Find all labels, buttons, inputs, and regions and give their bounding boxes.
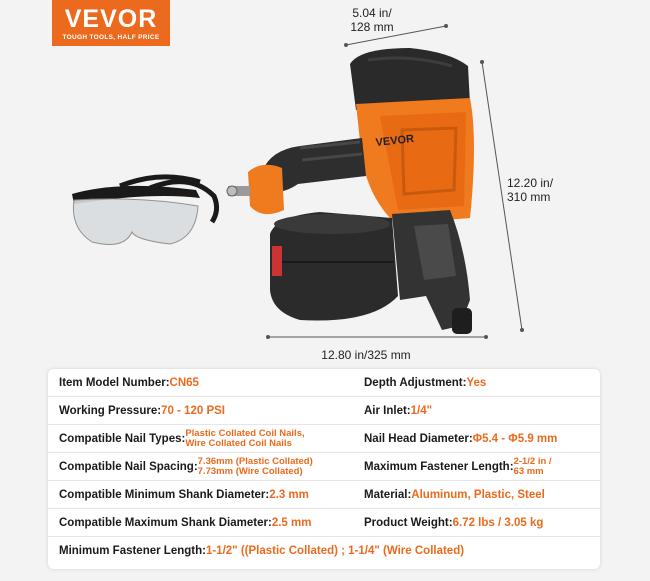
width-dimension-imperial: 5.04 in/	[352, 6, 392, 20]
spec-product-weight	[364, 509, 543, 537]
height-dimension-metric: 310 mm	[507, 190, 551, 204]
spec-label: Compatible Nail Spacing:	[59, 461, 198, 473]
spec-value: Φ5.4 - Φ5.9 mm	[472, 433, 558, 445]
spec-value: 1-1/2" ((Plastic Collated) ; 1-1/4" (Wire Collated)	[205, 545, 465, 557]
spec-label: Air Inlet:	[364, 405, 411, 417]
spec-value-line: 7.36mm (Plastic Collated)	[197, 456, 313, 467]
spec-value-line: 2-1/2 in /	[513, 456, 552, 467]
spec-row	[48, 425, 600, 453]
spec-min-shank-diameter	[59, 481, 309, 509]
spec-label: Minimum Fastener Length:	[59, 545, 206, 557]
safety-glasses-icon	[72, 177, 217, 245]
coil-nailer	[227, 48, 474, 334]
spec-depth-adjustment	[364, 369, 486, 397]
spec-table	[48, 369, 600, 569]
spec-value	[514, 457, 552, 477]
spec-label: Product Weight:	[364, 517, 453, 529]
spec-air-inlet	[364, 397, 432, 425]
spec-max-shank-diameter	[59, 509, 311, 537]
spec-value: 1/4"	[410, 405, 433, 417]
spec-value-line: 7.73mm (Wire Collated)	[197, 466, 303, 477]
spec-value: Aluminum, Plastic, Steel	[411, 489, 545, 501]
spec-label: Depth Adjustment:	[364, 377, 467, 389]
spec-value: 2.5 mm	[271, 517, 312, 529]
spec-label: Compatible Minimum Shank Diameter:	[59, 489, 270, 501]
brand-tagline: TOUGH TOOLS, HALF PRICE	[62, 34, 160, 41]
spec-value-line: Plastic Collated Coil Nails,	[185, 428, 305, 439]
spec-item-model	[59, 369, 199, 397]
nose-tip	[452, 308, 472, 334]
length-dimension: 12.80 in/325 mm	[321, 348, 411, 362]
spec-label: Item Model Number:	[59, 377, 170, 389]
spec-label: Maximum Fastener Length:	[364, 461, 514, 473]
spec-row	[48, 453, 600, 481]
spec-row	[48, 397, 600, 425]
spec-row	[48, 369, 600, 397]
spec-working-pressure	[59, 397, 225, 425]
spec-nail-spacing	[59, 453, 313, 481]
spec-value: 70 - 120 PSI	[161, 405, 225, 417]
spec-value: CN65	[169, 377, 199, 389]
spec-label: Material:	[364, 489, 412, 501]
spec-min-fastener-length	[59, 537, 464, 565]
spec-nail-head-diameter	[364, 425, 557, 453]
spec-value	[198, 457, 313, 477]
width-dimension-metric: 128 mm	[350, 20, 394, 34]
spec-value: 2.3 mm	[269, 489, 309, 501]
spec-value-line: Wire Collated Coil Nails	[185, 438, 292, 449]
spec-max-fastener-length	[364, 453, 552, 481]
spec-row	[48, 509, 600, 537]
spec-value: 6.72 lbs / 3.05 kg	[452, 517, 544, 529]
spec-material	[364, 481, 545, 509]
spec-label: Compatible Maximum Shank Diameter:	[59, 517, 272, 529]
width-dimension	[328, 6, 416, 34]
spec-label: Working Pressure:	[59, 405, 162, 417]
magazine-latch-icon	[272, 246, 282, 276]
spec-label: Nail Head Diameter:	[364, 433, 473, 445]
brand-name: VEVOR	[64, 5, 158, 33]
tool-brand-label: VEVOR	[375, 133, 415, 149]
height-dimension	[507, 176, 573, 204]
spec-value-line: 63 mm	[513, 466, 544, 477]
spec-row	[48, 481, 600, 509]
spec-label: Compatible Nail Types:	[59, 433, 186, 445]
spec-row	[48, 537, 600, 565]
spec-value	[185, 429, 304, 449]
spec-value: Yes	[466, 377, 487, 389]
spec-nail-types	[59, 425, 305, 453]
height-dimension-imperial: 12.20 in/	[507, 176, 554, 190]
